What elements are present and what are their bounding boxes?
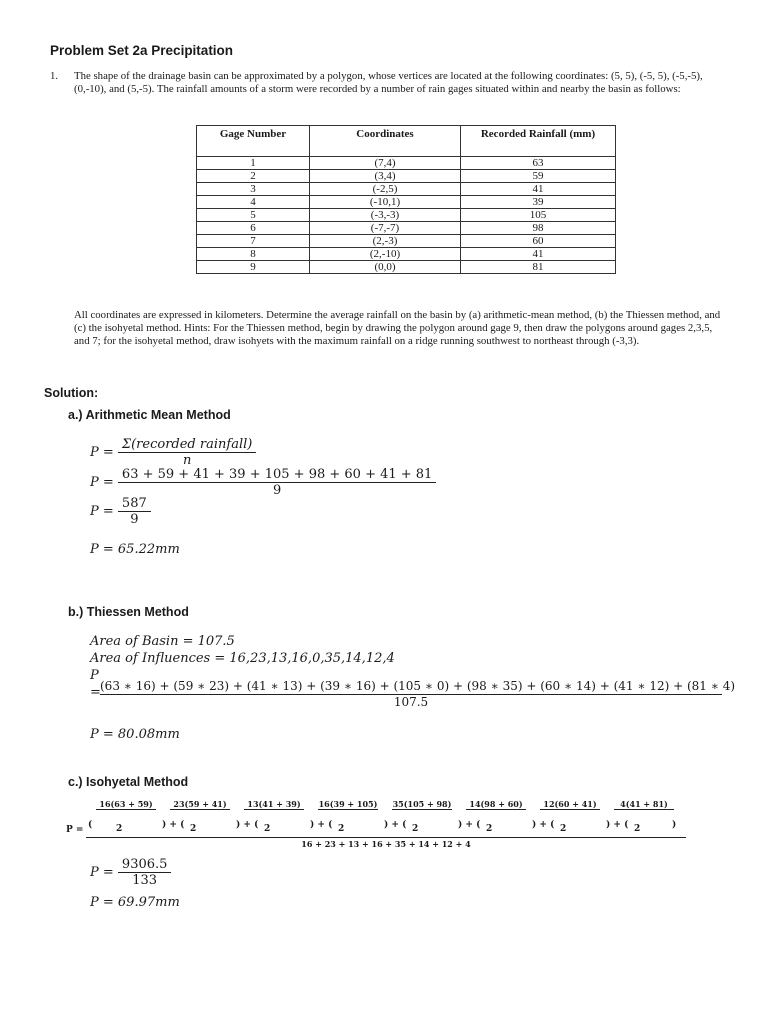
cell-coordinates: (-7,-7)	[310, 222, 461, 235]
term-denominator: 2	[338, 824, 345, 834]
cell-recorded-rainfall: 41	[461, 248, 616, 261]
isohyetal-big-fraction	[66, 800, 696, 852]
thiessen-fraction	[100, 679, 736, 709]
p-symbol: P =	[66, 825, 84, 835]
cell-coordinates: (2,-10)	[310, 248, 461, 261]
term-operator: ) + (	[458, 820, 481, 830]
arithmetic-eq-1	[90, 437, 256, 468]
term-operator: ) + (	[532, 820, 555, 830]
cell-gage-number: 5	[197, 209, 310, 222]
arithmetic-heading: a.) Arithmetic Mean Method	[68, 408, 231, 422]
term-denominator: 2	[486, 824, 493, 834]
cell-gage-number: 7	[197, 235, 310, 248]
p-symbol: P =	[90, 504, 114, 519]
cell-recorded-rainfall: 60	[461, 235, 616, 248]
thiessen-result: P = 80.08mm	[90, 727, 180, 742]
denominator: n	[182, 453, 192, 468]
thiessen-equals: =	[90, 685, 101, 700]
table-row	[197, 235, 616, 248]
p-symbol: P =	[90, 865, 114, 880]
header-gage-number: Gage Number	[197, 126, 310, 157]
denominator: 9	[130, 512, 139, 527]
problem-text: The shape of the drainage basin can be approximated by a polygon, whose vertices are located at the following coordinates: (5, 5), (-5, 5), (-5,-5), (0,-10), and (5,-5). The rainfall amounts of a storm were recorded by a number of rain gages situated within and nearby the basin as follows:	[74, 70, 703, 95]
cell-gage-number: 4	[197, 196, 310, 209]
numerator: 587	[118, 496, 151, 512]
table-row	[197, 170, 616, 183]
cell-coordinates: (3,4)	[310, 170, 461, 183]
cell-coordinates: (0,0)	[310, 261, 461, 274]
cell-gage-number: 2	[197, 170, 310, 183]
term-operator: ) + (	[606, 820, 629, 830]
term-numerator: 14(98 + 60)	[466, 800, 526, 810]
term-denominator: 2	[412, 824, 419, 834]
term-numerator: 23(59 + 41)	[170, 800, 230, 810]
cell-recorded-rainfall: 59	[461, 170, 616, 183]
cell-coordinates: (7,4)	[310, 157, 461, 170]
denominator: 9	[272, 483, 282, 498]
table-header-row	[197, 126, 616, 157]
table-row	[197, 248, 616, 261]
isohyetal-result: P = 69.97mm	[90, 895, 180, 910]
term-operator: ) + (	[310, 820, 333, 830]
term-numerator: 35(105 + 98)	[392, 799, 452, 809]
term-operator: (	[88, 820, 93, 830]
cell-gage-number: 6	[197, 222, 310, 235]
numerator: (63 ∗ 16) + (59 ∗ 23) + (41 ∗ 13) + (39 ∗ 16) + (105 ∗ 0) + (98 ∗ 35) + (60 ∗ 14) + (41 ∗ 12) + (81 ∗ 4)	[100, 679, 736, 693]
term-operator: ) + (	[236, 820, 259, 830]
cell-gage-number: 3	[197, 183, 310, 196]
cell-recorded-rainfall: 41	[461, 183, 616, 196]
fraction	[118, 857, 172, 888]
table-row	[197, 209, 616, 222]
table-row	[197, 222, 616, 235]
fraction	[118, 467, 436, 498]
problem-statement	[50, 70, 720, 96]
fraction	[118, 496, 151, 527]
numerator: Σ(recorded rainfall)	[118, 437, 256, 453]
term-close-paren: )	[672, 820, 677, 830]
denominator: 16 + 23 + 13 + 16 + 35 + 14 + 12 + 4	[301, 839, 471, 849]
term-denominator: 2	[190, 824, 197, 834]
cell-recorded-rainfall: 63	[461, 157, 616, 170]
term-denominator: 2	[116, 824, 123, 834]
arithmetic-eq-3	[90, 496, 151, 527]
cell-coordinates: (2,-3)	[310, 235, 461, 248]
isohyetal-heading: c.) Isohyetal Method	[68, 775, 189, 789]
instructions-note: All coordinates are expressed in kilometers. Determine the average rainfall on the basin by (a) arithmetic-mean method, (b) the Thiessen method, and (c) the isohyetal method. Hints: For the Thiessen method, begin by drawing the polygon around gage 9, then draw the polygons around gages 2,3,5, and 7; for the isohyetal method, draw isohyets with the maximum rainfall on a ridge running southwest to northeast through (-3,3).	[74, 309, 721, 347]
cell-coordinates: (-2,5)	[310, 183, 461, 196]
p-symbol: P =	[90, 475, 114, 490]
header-coordinates: Coordinates	[310, 126, 461, 157]
denominator: 133	[132, 873, 158, 888]
thiessen-area: Area of Basin = 107.5	[90, 634, 235, 649]
term-numerator: 16(39 + 105)	[318, 799, 378, 809]
table-body	[197, 157, 616, 274]
term-numerator: 12(60 + 41)	[540, 800, 600, 810]
problem-number: 1.	[50, 70, 59, 82]
fraction	[118, 437, 256, 468]
isohyetal-eq-2	[90, 857, 171, 888]
term-numerator: 16(63 + 59)	[96, 800, 156, 810]
thiessen-influences: Area of Influences = 16,23,13,16,0,35,14,12,4	[90, 651, 395, 666]
arithmetic-eq-2	[90, 467, 436, 498]
cell-gage-number: 9	[197, 261, 310, 274]
term-operator: ) + (	[384, 820, 407, 830]
fraction-bar	[86, 837, 686, 838]
cell-recorded-rainfall: 81	[461, 261, 616, 274]
table-row	[197, 157, 616, 170]
rain-gage-table	[196, 125, 616, 274]
table-row	[197, 261, 616, 274]
arithmetic-result: P = 65.22mm	[90, 542, 180, 557]
cell-gage-number: 1	[197, 157, 310, 170]
term-denominator: 2	[634, 824, 641, 834]
table-row	[197, 196, 616, 209]
header-recorded-rainfall: Recorded Rainfall (mm)	[461, 126, 616, 157]
cell-recorded-rainfall: 39	[461, 196, 616, 209]
numerator: 63 + 59 + 41 + 39 + 105 + 98 + 60 + 41 + 81	[118, 467, 436, 483]
cell-coordinates: (-3,-3)	[310, 209, 461, 222]
term-numerator: 4(41 + 81)	[614, 800, 674, 810]
thiessen-heading: b.) Thiessen Method	[68, 605, 189, 619]
page-title: Problem Set 2a Precipitation	[50, 43, 234, 58]
p-symbol: P =	[90, 445, 114, 460]
denominator: 107.5	[393, 695, 429, 709]
term-operator: ) + (	[162, 820, 185, 830]
table-row	[197, 183, 616, 196]
cell-gage-number: 8	[197, 248, 310, 261]
term-numerator: 13(41 + 39)	[244, 800, 304, 810]
numerator: 9306.5	[118, 857, 172, 873]
term-denominator: 2	[264, 824, 271, 834]
cell-recorded-rainfall: 98	[461, 222, 616, 235]
cell-recorded-rainfall: 105	[461, 209, 616, 222]
thiessen-p: P	[90, 668, 99, 683]
term-denominator: 2	[560, 824, 567, 834]
cell-coordinates: (-10,1)	[310, 196, 461, 209]
solution-label: Solution:	[44, 386, 99, 400]
